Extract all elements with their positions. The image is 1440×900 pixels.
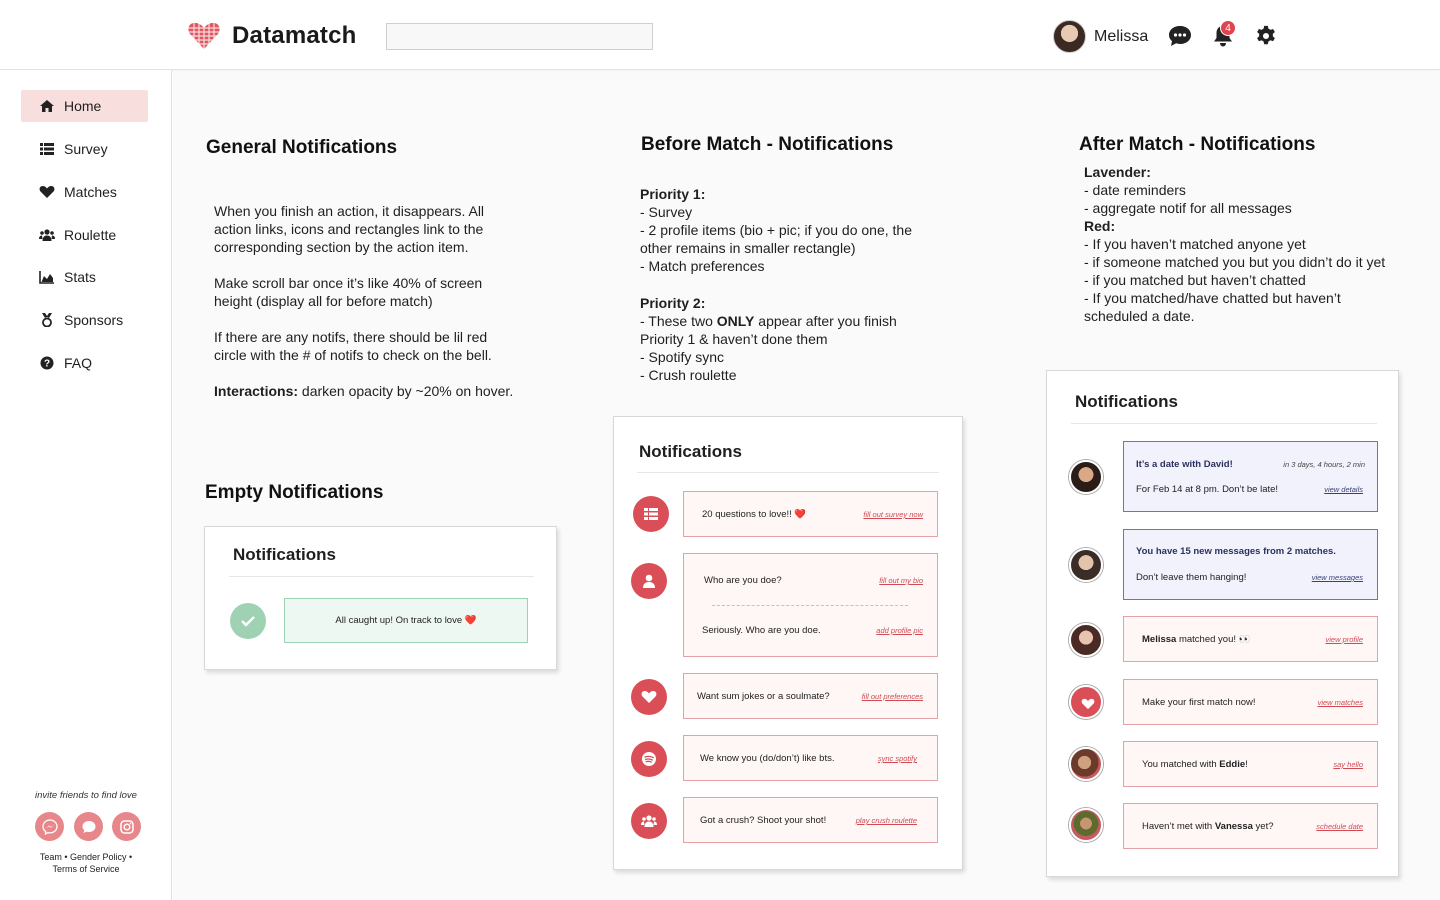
notification-text (1142, 821, 1274, 832)
top-bar (0, 0, 1440, 70)
text: - These two (640, 313, 717, 329)
notification-spotify[interactable] (683, 735, 938, 781)
profile-icon-circle[interactable] (631, 563, 667, 599)
sidebar-item-label: Home (64, 98, 102, 114)
match-text: You matched with (1142, 759, 1220, 770)
empty-title: Empty Notifications (205, 482, 384, 503)
notification-link[interactable]: add profile pic (876, 626, 923, 635)
notification-preferences[interactable] (683, 673, 938, 719)
notification-link[interactable]: fill out my bio (879, 576, 923, 585)
match-name: Vanessa (1214, 821, 1253, 832)
sidebar-item-matches[interactable] (21, 176, 148, 208)
divider (229, 576, 534, 577)
messenger-button[interactable] (35, 812, 64, 841)
priority2-line (640, 312, 930, 348)
users-icon (39, 228, 55, 242)
red-line: - If you haven’t matched anyone yet (1084, 236, 1306, 252)
notification-link[interactable]: fill out survey now (863, 510, 923, 519)
interactions-label: Interactions: (214, 383, 299, 399)
avatar[interactable] (1069, 808, 1103, 842)
notification-date-reminder[interactable] (1123, 441, 1378, 512)
priority1-line: - Survey (640, 204, 693, 220)
notification-link[interactable]: fill out preferences (861, 692, 923, 701)
divider (1071, 423, 1377, 424)
footer-line[interactable]: Team • Gender Policy • (39, 852, 133, 862)
notification-text: Seriously. Who are you doe. (702, 625, 821, 636)
brand-name: Datamatch (232, 22, 357, 49)
avatar[interactable] (1069, 460, 1103, 494)
empty-notifications-card (204, 526, 557, 670)
footer-line[interactable]: Terms of Service (52, 864, 120, 874)
notification-messages[interactable] (1123, 529, 1378, 600)
home-icon (39, 99, 55, 113)
invite-text: invite friends to find love (35, 790, 137, 801)
notification-text: We know you (do/don’t) like bts. (700, 753, 835, 764)
interactions-text: darken opacity by ~20% on hover. (298, 383, 514, 399)
card-title: Notifications (1075, 392, 1178, 411)
notification-survey[interactable] (683, 491, 938, 537)
logo-heart-icon (188, 22, 220, 50)
notification-text (1142, 759, 1248, 770)
preferences-icon-circle[interactable] (631, 679, 667, 715)
messenger-icon (42, 819, 58, 835)
notification-badge[interactable]: 4 (1220, 20, 1236, 36)
notification-link[interactable]: sync spotify (877, 754, 917, 763)
notification-matched-you[interactable] (1123, 616, 1378, 662)
general-p2: Make scroll bar once it’s like 40% of screen height (display all for before match) (214, 275, 483, 309)
red-heading: Red: (1084, 218, 1116, 234)
notification-text: Make your first match now! (1142, 697, 1256, 708)
list-icon (643, 507, 659, 521)
general-description (214, 202, 519, 418)
sidebar-item-survey[interactable] (21, 133, 148, 165)
check-circle (230, 603, 266, 639)
before-description (640, 185, 930, 384)
avatar[interactable] (1069, 685, 1103, 719)
red-line: - if you matched but haven’t chatted (1084, 272, 1306, 288)
sidebar-item-label: Matches (64, 184, 117, 200)
notification-text: 20 questions to love!! ❤️ (702, 509, 807, 520)
heart-icon (39, 185, 55, 199)
sidebar-item-label: Sponsors (64, 312, 124, 328)
sidebar-item-faq[interactable] (21, 347, 148, 379)
list-icon (39, 142, 55, 156)
red-line: - If you matched/have chatted but haven’t scheduled a date. (1084, 290, 1341, 324)
notification-text: Got a crush? Shoot your shot! (700, 815, 827, 826)
spotify-icon (641, 751, 657, 767)
users-icon (640, 814, 658, 828)
emphasis: ONLY (716, 313, 755, 329)
notification-title: It’s a date with David! (1136, 459, 1233, 470)
match-text-end: yet? (1252, 821, 1274, 832)
card-title: Notifications (639, 442, 742, 461)
notification-text: For Feb 14 at 8 pm. Don’t be late! (1136, 484, 1279, 495)
search-input[interactable] (386, 23, 653, 50)
chart-icon (39, 270, 55, 284)
sidebar-item-home[interactable] (21, 90, 148, 122)
notification-text: Want sum jokes or a soulmate? (697, 691, 830, 702)
instagram-button[interactable] (112, 812, 141, 841)
priority1-heading: Priority 1: (640, 186, 706, 202)
general-p1: When you finish an action, it disappears. All action links, icons and rectangles link to the corresponding section by the action item. (214, 203, 485, 255)
sidebar-item-label: FAQ (64, 355, 93, 371)
notification-link[interactable]: view matches (1317, 698, 1363, 707)
after-notifications-card (1046, 370, 1399, 877)
notification-first-match[interactable] (1123, 679, 1378, 725)
avatar[interactable] (1069, 623, 1103, 657)
svg-text:?: ? (43, 358, 51, 370)
check-icon (240, 614, 256, 628)
divider (637, 472, 939, 473)
red-line: - if someone matched you but you didn’t do it yet (1084, 254, 1386, 270)
main-content (173, 71, 1440, 900)
notification-link[interactable]: view details (1324, 485, 1363, 494)
lavender-heading: Lavender: (1084, 164, 1151, 180)
card-title: Notifications (233, 545, 336, 564)
empty-message: All caught up! On track to love ❤️ (335, 615, 477, 626)
notification-link[interactable]: schedule date (1316, 822, 1363, 831)
notification-link[interactable]: view messages (1311, 573, 1363, 582)
lavender-line: - aggregate notif for all messages (1084, 200, 1292, 216)
priority1-line: - Match preferences (640, 258, 765, 274)
after-title: After Match - Notifications (1079, 134, 1316, 155)
notification-time: in 3 days, 4 hours, 2 min (1283, 460, 1365, 469)
before-title: Before Match - Notifications (641, 134, 894, 155)
heart-icon (641, 690, 657, 704)
sidebar-item-label: Survey (64, 141, 108, 157)
match-text: Haven’t met with (1142, 821, 1215, 832)
question-icon (39, 356, 55, 370)
survey-icon-circle[interactable] (633, 496, 669, 532)
before-notifications-card (613, 416, 963, 870)
priority2-line: - Spotify sync (640, 349, 725, 365)
sidebar-item-label: Roulette (64, 227, 117, 243)
notification-roulette[interactable] (683, 797, 938, 843)
chat-share-button[interactable] (74, 812, 103, 841)
sidebar-item-sponsors[interactable] (21, 304, 148, 336)
gear-icon[interactable] (1254, 25, 1278, 47)
general-title: General Notifications (206, 137, 398, 158)
sidebar-item-roulette[interactable] (21, 219, 148, 251)
dashed-divider (712, 605, 908, 606)
chat-icon[interactable] (1168, 25, 1192, 47)
roulette-icon-circle[interactable] (631, 803, 667, 839)
sidebar-item-stats[interactable] (21, 261, 148, 293)
match-text-end: ! (1245, 759, 1248, 770)
footer-links[interactable] (0, 851, 172, 875)
notification-text (1142, 634, 1250, 645)
priority2-line: - Crush roulette (640, 367, 737, 383)
notification-profile[interactable] (683, 553, 938, 657)
brand-logo[interactable] (188, 22, 357, 50)
notification-link[interactable]: view profile (1325, 635, 1363, 644)
notification-link[interactable]: play crush roulette (855, 816, 917, 825)
heart-icon (1081, 698, 1095, 710)
notification-title: You have 15 new messages from 2 matches. (1136, 546, 1336, 557)
match-text: matched you! 👀 (1176, 634, 1251, 645)
avatar[interactable] (1053, 20, 1086, 53)
match-name: Eddie (1219, 759, 1246, 770)
medal-icon (39, 313, 55, 327)
empty-message-box (284, 598, 528, 643)
general-p3: If there are any notifs, there should be lil red circle with the # of notifs to check on the bell. (214, 329, 492, 363)
user-profile[interactable] (1053, 20, 1148, 53)
general-p4 (214, 382, 519, 400)
match-name: Melissa (1142, 634, 1177, 645)
after-description (1084, 163, 1389, 325)
sidebar-item-label: Stats (64, 269, 96, 285)
notification-schedule-date[interactable] (1123, 803, 1378, 849)
notification-text: Who are you doe? (704, 575, 782, 586)
priority1-line: - 2 profile items (bio + pic; if you do one, the other remains in smaller rectangle) (640, 222, 912, 256)
instagram-icon (119, 819, 135, 835)
text: appear after you finish Priority 1 & haven’t done them (640, 313, 897, 347)
sidebar (0, 70, 172, 900)
priority2-heading: Priority 2: (640, 295, 706, 311)
lavender-line: - date reminders (1084, 182, 1186, 198)
avatar[interactable] (1069, 747, 1103, 781)
user-name: Melissa (1094, 27, 1149, 45)
notification-matched-with[interactable] (1123, 741, 1378, 787)
notification-link[interactable]: say hello (1333, 760, 1363, 769)
avatar[interactable] (1069, 548, 1103, 582)
chat-bubble-icon (81, 819, 97, 835)
notification-text: Don’t leave them hanging! (1136, 572, 1247, 583)
spotify-icon-circle[interactable] (631, 741, 667, 777)
person-icon (641, 573, 657, 589)
